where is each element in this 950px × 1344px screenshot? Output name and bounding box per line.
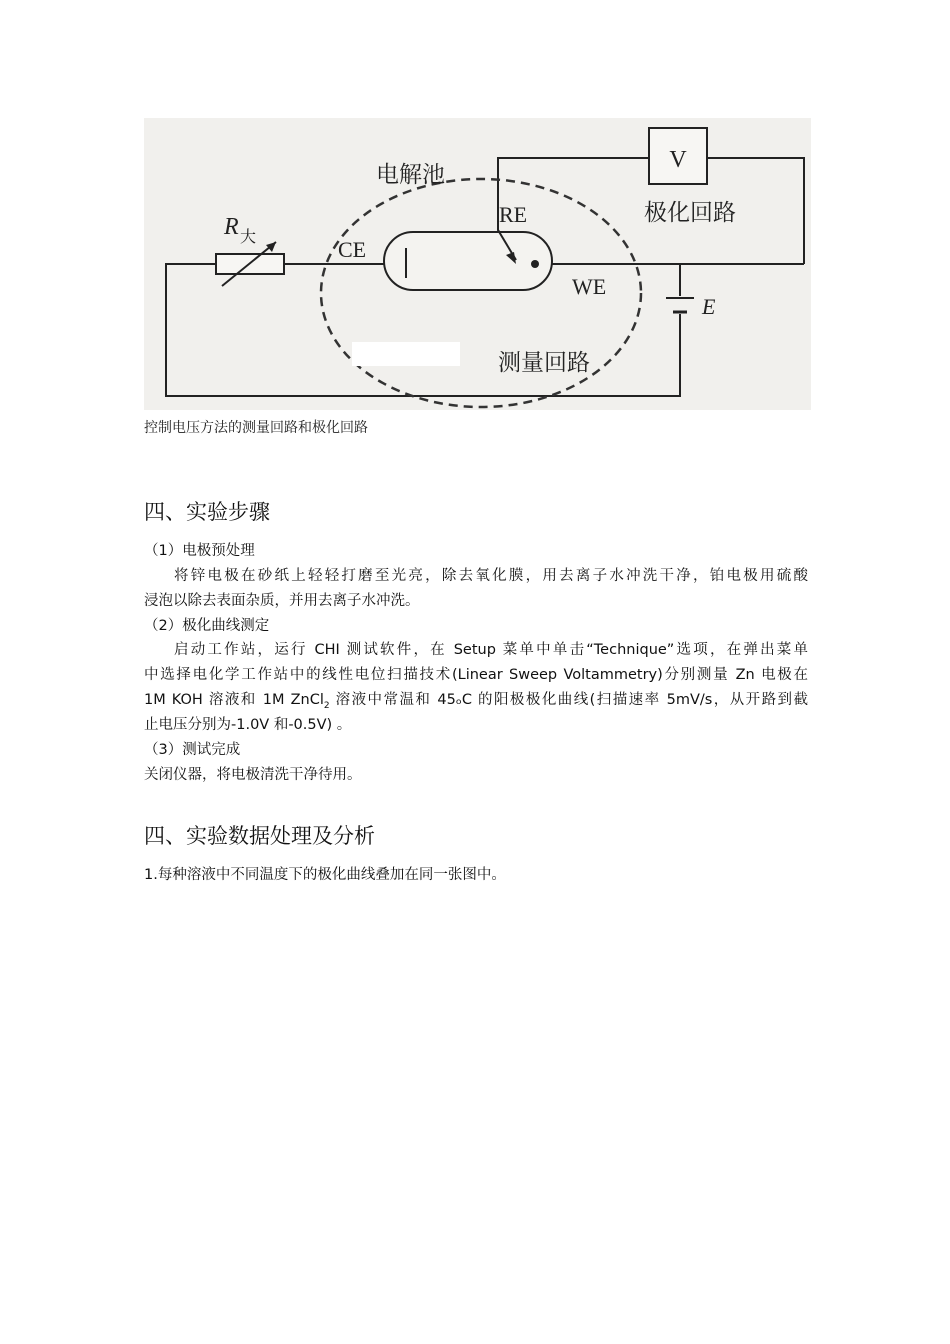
step2-line2: 中选择电化学工作站中的线性电位扫描技术(Linear Sweep Voltammetry)分别测量 Zn 电极在: [144, 667, 808, 683]
section-heading-steps: 四、实验步骤: [144, 500, 270, 524]
cell-label: 电解池: [376, 162, 445, 188]
step2-line3-subscript: 2: [323, 700, 330, 711]
step3-line1: 关闭仪器，将电极清洗干净待用。: [144, 767, 362, 783]
step1-title: （1）电极预处理: [144, 543, 255, 559]
step2-line3-part1: 1M KOH 溶液和 1M ZnCl: [144, 692, 324, 708]
whiteout-patch: [352, 342, 460, 366]
circuit-diagram: [144, 118, 811, 410]
resistor-label: R: [224, 214, 239, 240]
electrode-tube: [384, 232, 552, 290]
circuit-figure: [144, 118, 811, 410]
step2-title: （2）极化曲线测定: [144, 618, 270, 634]
we-label: WE: [572, 274, 607, 299]
resistor-arrowhead: [266, 242, 276, 252]
re-label: RE: [499, 202, 528, 227]
figure-caption: 控制电压方法的测量回路和极化回路: [144, 420, 368, 436]
step1-line2: 浸泡以除去表面杂质，并用去离子水冲洗。: [144, 593, 420, 609]
resistor-sub-label: 大: [240, 227, 257, 246]
battery-label: E: [702, 294, 716, 319]
analysis-item1: 1.每种溶液中不同温度下的极化曲线叠加在同一张图中。: [144, 867, 506, 883]
ce-label: CE: [338, 237, 367, 262]
voltmeter-label: V: [669, 147, 687, 173]
polarization-circuit-label: 极化回路: [644, 200, 736, 226]
measure-circuit-label: 测量回路: [498, 350, 590, 376]
step2-line4: 止电压分别为-1.0V 和-0.5V) 。: [144, 717, 352, 733]
step2-line3-part2: 溶液中常温和 45ₒC 的阳极极化曲线(扫描速率 5mV/s，从开路到截: [329, 692, 809, 708]
step3-title: （3）测试完成: [144, 742, 241, 758]
section-heading-analysis: 四、实验数据处理及分析: [144, 824, 375, 848]
step1-line1: 将锌电极在砂纸上轻轻打磨至光亮，除去氧化膜，用去离子水冲洗干净，铂电极用硫酸: [174, 568, 808, 584]
we-dot: [531, 260, 539, 268]
step2-line1: 启动工作站，运行 CHI 测试软件，在 Setup 菜单中单击“Technique”选项，在弹出菜单: [174, 642, 808, 658]
